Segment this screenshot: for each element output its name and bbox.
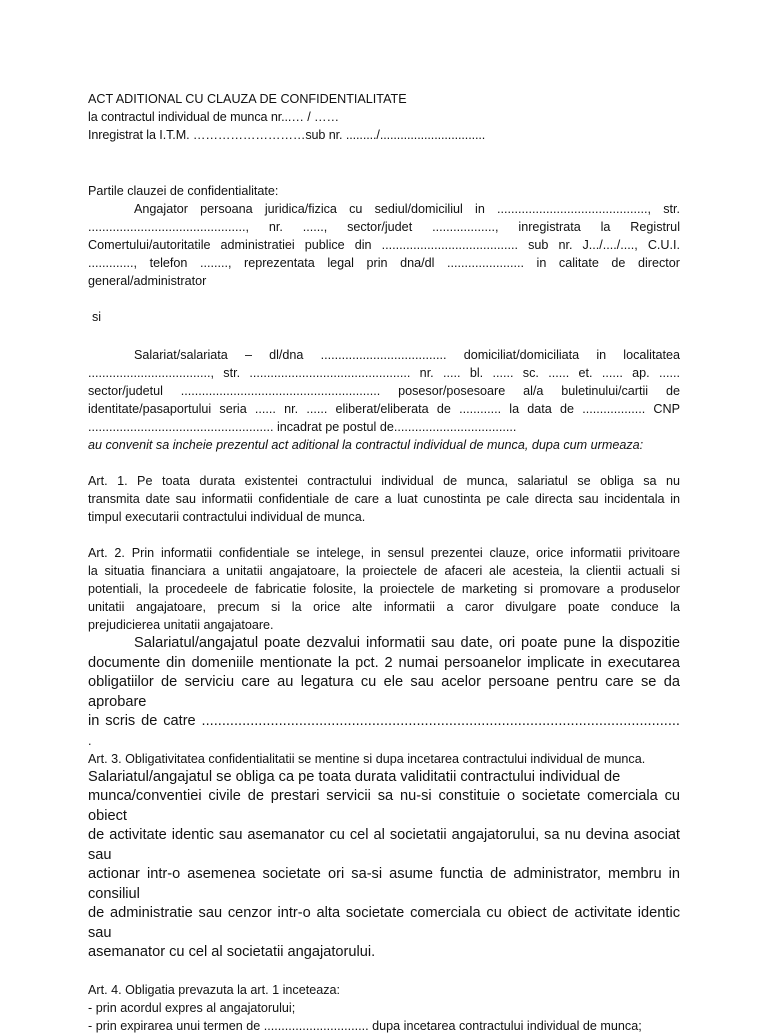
agreement-statement: au convenit sa incheie prezentul act aditional la contractul individual de munca, dupa cum urmeaza: bbox=[88, 438, 644, 452]
itm-registration: Inregistrat la I.T.M. ………………………sub nr. ........./............................... bbox=[88, 128, 486, 142]
list-item: - prin expirarea unui termen de .............................. dupa incetarea contractului individual de munca; bbox=[88, 1018, 642, 1033]
article-2-disclosure: Salariatul/angajatul poate dezvalui informatii sau date, ori poate pune la dispozitie documente din domeniile mentionate la pct. 2 numai persoanelor implicate in executarea obligatiilor de serviciu care au legatura cu ele sau acelor persoane pentru care se da aprobare in scris de catre ...................................................................................................................... . bbox=[88, 635, 680, 748]
employer-paragraph: Angajator persoana juridica/fizica cu sediul/domiciliul in ..........................................., str. ............................................., nr. ......, sector/judet .................., inregistrata la Registrul Comertului/autoritatile administratiei publice din ....................................... sub nr. J.../..../...., C.U.I. ............., telefon ........, reprezentata legal prin dna/dl ...................... in calitate de director general/administrator bbox=[88, 202, 680, 288]
employee-paragraph: Salariat/salariata – dl/dna .................................... domiciliat/domiciliata in localitatea ..................................., str. .............................................. nr. ..... bl. ...... sc. ...... et. ...... ap. ...... sector/judetul ......................................................... posesor/posesoare al/a buletinului/cartii de identitate/pasaportului seria ...... nr. ...... eliberat/eliberata de ............ la data de .................. CNP ..................................................... incadrat pe postul de................................... bbox=[88, 348, 680, 434]
conjunction-si: si bbox=[92, 310, 102, 324]
article-1: Art. 1. Pe toata durata existentei contractului individual de munca, salariatul se obliga sa nu transmita date sau informatii confidentiale de care a luat cunostinta pe cale directa sau incidentala in timpul executarii contractului individual de munca. bbox=[88, 474, 680, 524]
contract-reference: la contractul individual de munca nr...… / …… bbox=[88, 110, 339, 124]
article-2: Art. 2. Prin informatii confidentiale se intelege, in sensul prezentei clauze, orice informatii privitoare la situatia financiara a unitatii angajatoare, la proiectele de afaceri ale acesteia, la clientii actuali si potentiali, la procedeele de fabricatie folosite, la proiectele de marketing si promovare a produselor unitatii angajatoare, precum si la orice alte informatii a caror divulgare poate conduce la prejudicierea unitatii angajatoare. Salariatul/angajatul poate dezvalui informatii sau date, ori poate pune la dispozitie documente din domeniile mentionate la pct. 2 numai persoanelor implicate in executarea obligatiilor de serviciu care au legatura cu ele sau acelor persoane pentru care se da aprobare in scris de catre ...................................................................................................................... . bbox=[88, 546, 680, 748]
document-title: ACT ADITIONAL CU CLAUZA DE CONFIDENTIALITATE bbox=[88, 92, 407, 106]
document-page bbox=[88, 90, 680, 1035]
parties-heading: Partile clauzei de confidentialitate: bbox=[88, 184, 279, 198]
article-4: Art. 4. Obligatia prevazuta la art. 1 inceteaza: - prin acordul expres al angajatorului; - prin expirarea unui termen de .............................. dupa incetarea contractului individual de munca; bbox=[88, 981, 680, 1035]
list-item: - prin acordul expres al angajatorului; bbox=[88, 1000, 296, 1015]
article-3: Art. 3. Obligativitatea confidentialitatii se mentine si dupa incetarea contractului individual de munca. Salariatul/angajatul se obliga ca pe toata durata validitatii contractului individual de munca/conventiei civile de prestari servicii sa nu-si constituie o societate comerciala cu obiect de activitate identic sau asemanator cu cel al societatii angajatorului, sa nu devina asociat sau actionar intr-o asemenea societate ori sa-si asume functia de administrator, membru in consiliul de administratie sau cenzor intr-o alta societate comerciala cu obiect de activitate identic sau asemanator cu cel al societatii angajatorului. bbox=[88, 751, 680, 960]
